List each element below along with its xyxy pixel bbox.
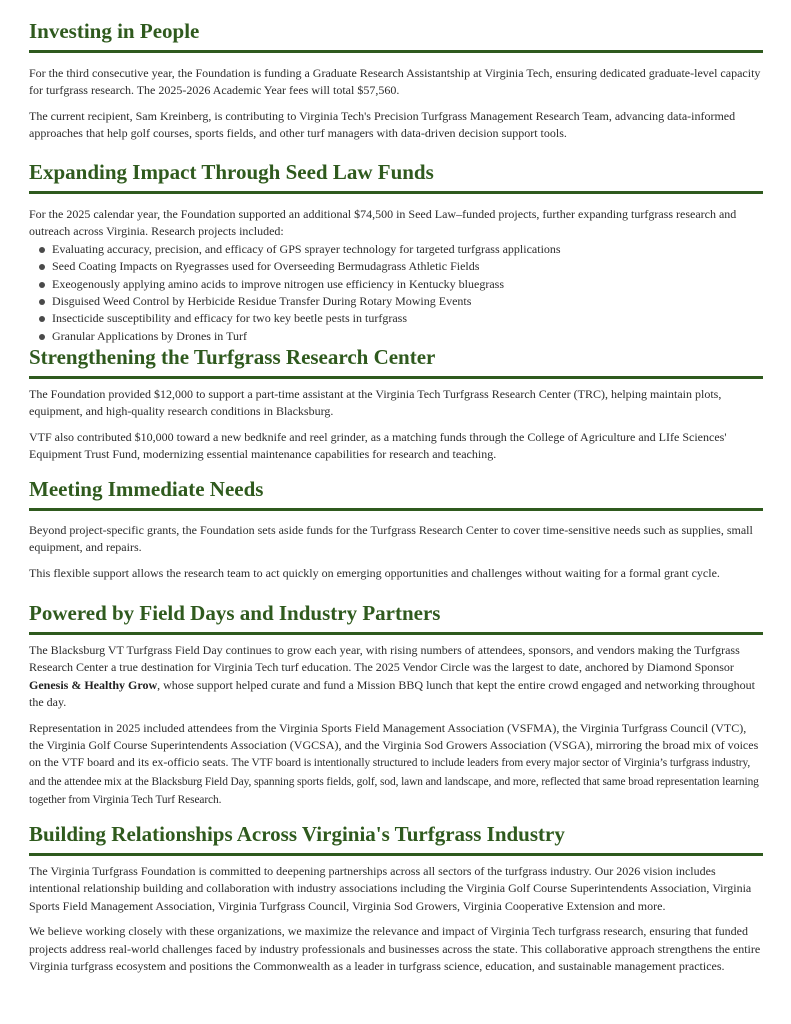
- paragraph: [29, 720, 763, 810]
- section-divider: [29, 632, 763, 635]
- section-divider: [29, 853, 763, 856]
- list-item: Disguised Weed Control by Herbicide Residue Transfer During Rotary Mowing Events: [39, 293, 763, 310]
- paragraph-text: , whose support helped curate and fund a Mission BBQ lunch that kept the entire crowd engaged and networking throughout the day.: [29, 677, 755, 710]
- section-heading: Building Relationships Across Virginia's Turfgrass Industry: [29, 822, 565, 846]
- list-item: Evaluating accuracy, precision, and efficacy of GPS sprayer technology for targeted turfgrass applications: [39, 241, 763, 258]
- section-heading: Investing in People: [29, 19, 200, 43]
- list-item: Granular Applications by Drones in Turf: [39, 328, 763, 345]
- paragraph: VTF also contributed $10,000 toward a new bedknife and reel grinder, as a matching funds through the College of Agriculture and LIfe Sciences' Equipment Trust Fund, modernizing essential maintenance capabilities for research and teaching.: [29, 429, 727, 462]
- list-item: Insecticide susceptibility and efficacy for two key beetle pests in turfgrass: [39, 310, 763, 327]
- section-building-relationships: [29, 822, 763, 975]
- paragraph: Beyond project-specific grants, the Foundation sets aside funds for the Turfgrass Research Center to cover time-sensitive needs such as supplies, small equipment, and repairs.: [29, 523, 753, 555]
- section-research-center: [29, 345, 763, 464]
- list-item: Seed Coating Impacts on Ryegrasses used for Overseeding Bermudagrass Athletic Fields: [39, 258, 763, 275]
- paragraph-text: The VTF board is intentionally structured to include leaders from every major sector of Virginia’s turfgrass industry, and the attendee mix at the Blacksburg Field Day, spanning sports fields, golf, sod, lawn and landscape, and more, reflected that same broad representation learning together from Virginia Tech Turf Research.: [29, 757, 759, 807]
- paragraph: We believe working closely with these organizations, we maximize the relevance and impact of Virginia Tech turfgrass research, ensuring that funded projects address real-world challenges faced by industry professionals and businesses across the state. This collaborative approach strengthens the entire Virginia turfgrass ecosystem and positions the Commonwealth as a leader in turfgrass science, education, and sustainable management practices.: [29, 924, 761, 974]
- research-project-list: [29, 241, 763, 345]
- sponsor-name: Genesis & Healthy Grow: [29, 677, 158, 692]
- paragraph-text: Representation in 2025 included attendees from the Virginia Sports Field Management Association (VSFMA), the Virginia Turfgrass Council (VTC), the Virginia Golf Course Superintendents Association (VGCSA), and the Virginia Sod Growers Association (VSGA), mirroring the broad mix of voices on the VTF board and its ex-officio seats.: [29, 720, 759, 770]
- section-divider: [29, 50, 763, 53]
- section-seed-law-funds: [29, 160, 763, 345]
- paragraph: This flexible support allows the research team to act quickly on emerging opportunities and challenges without waiting for a formal grant cycle.: [29, 565, 720, 580]
- section-heading: Powered by Field Days and Industry Partners: [29, 601, 441, 625]
- section-heading: Strengthening the Turfgrass Research Center: [29, 345, 436, 369]
- paragraph: For the third consecutive year, the Foundation is funding a Graduate Research Assistantship at Virginia Tech, ensuring dedicated graduate-level capacity for turfgrass research. The 2025-2026 Academic Year fees will total $57,560.: [29, 66, 761, 98]
- paragraph: The Foundation provided $12,000 to support a part-time assistant at the Virginia Tech Turfgrass Research Center (TRC), helping maintain plots, equipment, and high-quality research conditions in Blacksburg.: [29, 387, 722, 419]
- section-heading: Meeting Immediate Needs: [29, 477, 264, 501]
- section-heading: Expanding Impact Through Seed Law Funds: [29, 160, 434, 184]
- paragraph: For the 2025 calendar year, the Foundation supported an additional $74,500 in Seed Law–funded projects, further expanding turfgrass research and outreach across Virginia. Research projects included:: [29, 207, 737, 239]
- section-divider: [29, 508, 763, 511]
- list-item: Exeogenously applying amino acids to improve nitrogen use efficiency in Kentucky bluegrass: [39, 276, 763, 293]
- section-investing-in-people: [29, 19, 763, 143]
- section-field-days: [29, 601, 763, 810]
- section-immediate-needs: [29, 477, 763, 582]
- section-divider: [29, 376, 763, 379]
- paragraph: The current recipient, Sam Kreinberg, is contributing to Virginia Tech's Precision Turfgrass Management Research Team, advancing data-informed approaches that help golf courses, sports fields, and other turf managers with data-driven decision support tools.: [29, 108, 736, 141]
- paragraph: [29, 642, 763, 712]
- paragraph-text: The Blacksburg VT Turfgrass Field Day continues to grow each year, with rising numbers of attendees, sponsors, and vendors making the Turfgrass Research Center a true destination for Virginia Tech turf education. The 2025 Vendor Circle was the largest to date, anchored by Diamond Sponsor: [29, 643, 740, 675]
- section-divider: [29, 191, 763, 194]
- paragraph: The Virginia Turfgrass Foundation is committed to deepening partnerships across all sectors of the turfgrass industry. Our 2026 vision includes intentional relationship building and collaboration with industry associations including the Virginia Golf Course Superintendents Association, Virginia Sports Field Management Association, Virginia Turfgrass Council, Virginia Sod Growers, Virginia Cooperative Extension and more.: [29, 864, 752, 913]
